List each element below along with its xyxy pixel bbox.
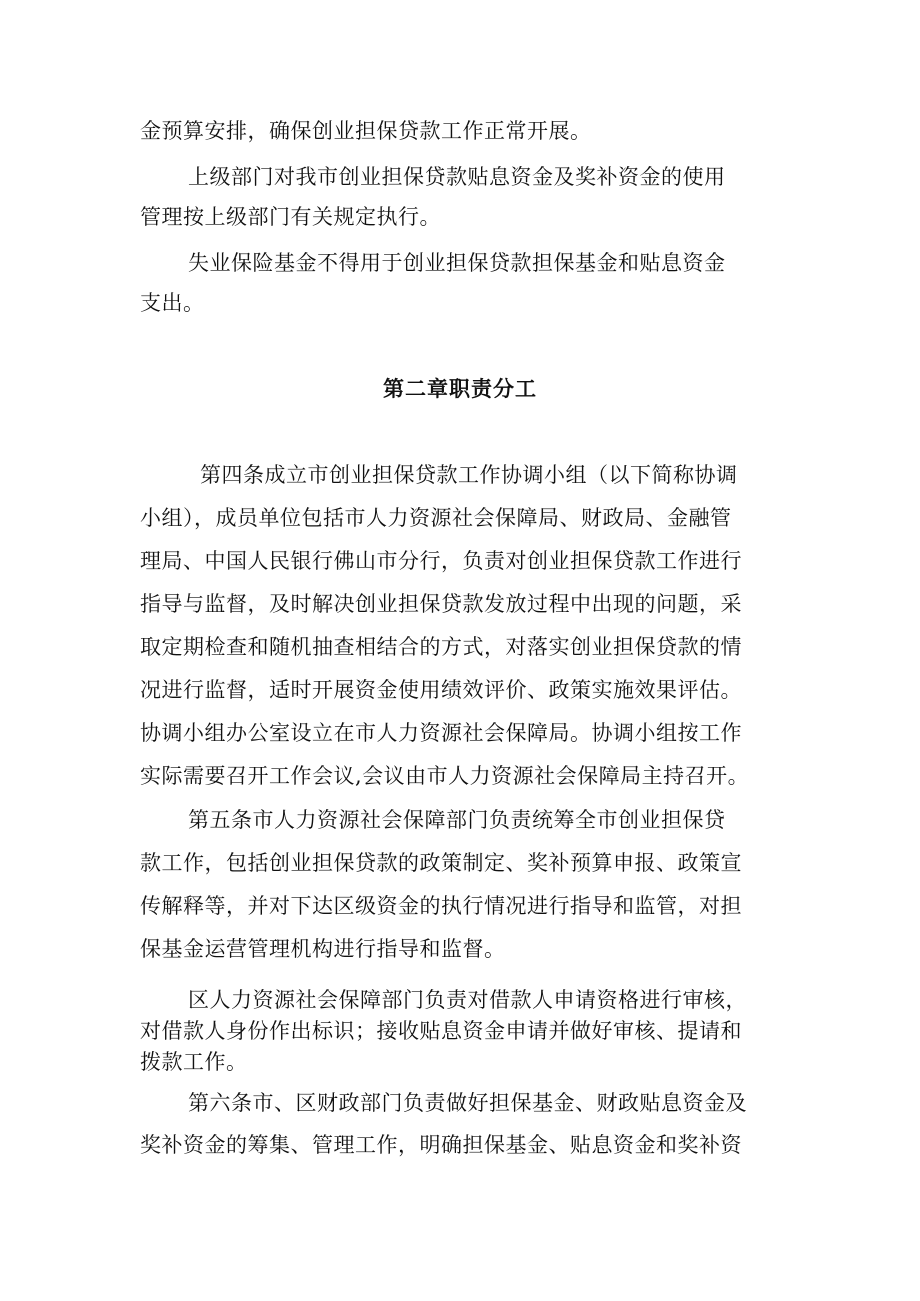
paragraph-line: 指导与监督，及时解决创业担保贷款发放过程中出现的问题，采: [140, 592, 742, 616]
chapter-title: 第二章职责分工: [383, 376, 537, 401]
paragraph-line: 传解释等，并对下达区级资金的执行情况进行指导和监管，对担: [140, 894, 742, 918]
paragraph-line: 第四条成立市创业担保贷款工作协调小组（以下简称协调: [200, 463, 738, 487]
paragraph-line: 第五条市人力资源社会保障部门负责统筹全市创业担保贷: [188, 808, 726, 832]
paragraph-line: 第六条市、区财政部门负责做好担保基金、财政贴息资金及: [188, 1091, 747, 1115]
paragraph-line: 区人力资源社会保障部门负责对借款人申请资格进行审核，: [188, 988, 747, 1012]
paragraph-line: 奖补资金的筹集、管理工作，明确担保基金、贴息资金和奖补资: [140, 1133, 742, 1157]
paragraph-line: 支出。: [140, 291, 205, 315]
paragraph-line: 上级部门对我市创业担保贷款贴息资金及奖补资金的使用: [188, 165, 726, 189]
paragraph-line: 对借款人身份作出标识；接收贴息资金申请并做好审核、提请和: [140, 1019, 742, 1043]
paragraph-line: 拨款工作。: [140, 1050, 248, 1074]
paragraph-line: 取定期检查和随机抽查相结合的方式，对落实创业担保贷款的情: [140, 635, 742, 659]
paragraph-line: 况进行监督，适时开展资金使用绩效评价、政策实施效果评估。: [140, 678, 742, 702]
paragraph-line: 保基金运营管理机构进行指导和监督。: [140, 937, 506, 961]
paragraph-line: 实际需要召开工作会议,会议由市人力资源社会保障局主持召开。: [140, 764, 750, 788]
paragraph-line: 金预算安排，确保创业担保贷款工作正常开展。: [140, 119, 592, 143]
paragraph-line: 款工作，包括创业担保贷款的政策制定、奖补预算申报、政策宣: [140, 851, 742, 875]
paragraph-line: 小组），成员单位包括市人力资源社会保障局、财政局、金融管: [140, 506, 732, 530]
paragraph-line: 协调小组办公室设立在市人力资源社会保障局。协调小组按工作: [140, 721, 742, 745]
paragraph-line: 管理按上级部门有关规定执行。: [140, 205, 441, 229]
paragraph-line: 理局、中国人民银行佛山市分行，负责对创业担保贷款工作进行: [140, 549, 742, 573]
paragraph-line: 失业保险基金不得用于创业担保贷款担保基金和贴息资金: [188, 251, 726, 275]
